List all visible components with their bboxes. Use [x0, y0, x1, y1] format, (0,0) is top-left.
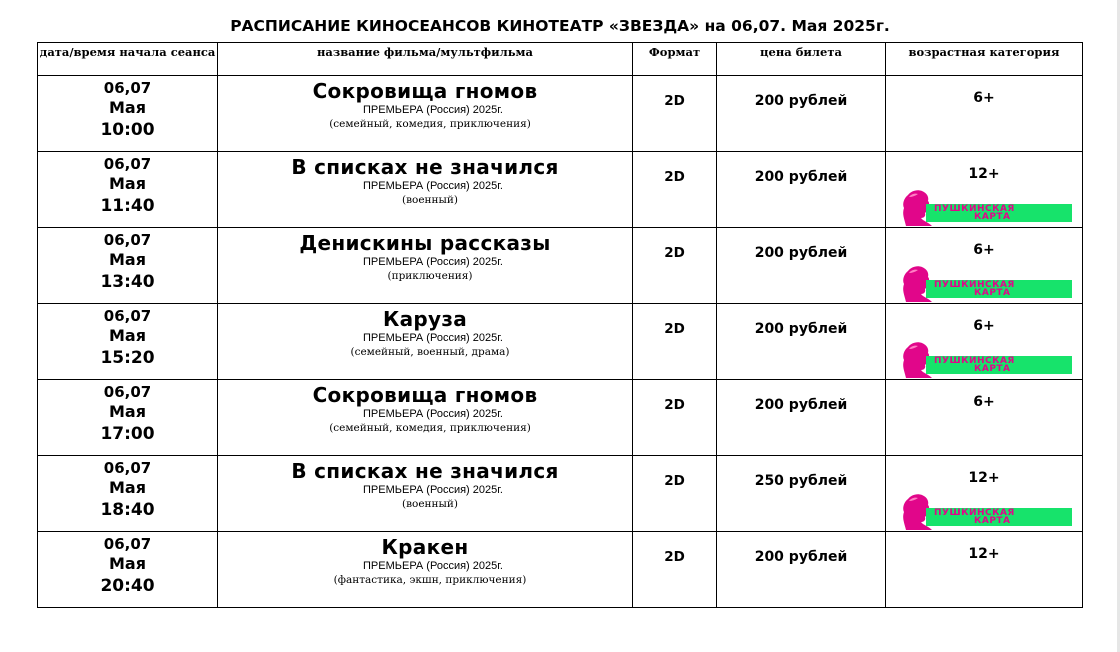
session-time: 18:40 — [100, 500, 155, 520]
format-cell — [633, 76, 717, 152]
film-title: В списках не значился — [291, 155, 559, 179]
age-cell — [886, 532, 1083, 608]
price-cell — [717, 228, 886, 304]
session-datetime-cell — [38, 456, 218, 532]
session-datetime-cell — [38, 304, 218, 380]
table-header-row — [38, 43, 1083, 76]
film-title: Сокровища гномов — [312, 383, 538, 407]
session-month: Мая — [109, 250, 146, 269]
format-cell — [633, 228, 717, 304]
film-cell — [218, 380, 633, 456]
session-time: 10:00 — [100, 120, 155, 140]
film-cell — [218, 304, 633, 380]
table-row — [38, 228, 1083, 304]
film-format: 2D — [664, 397, 685, 413]
ticket-price: 200 рублей — [754, 245, 848, 261]
ticket-price: 200 рублей — [754, 321, 848, 337]
ticket-price: 200 рублей — [754, 549, 848, 565]
format-cell — [633, 532, 717, 608]
film-genres: (фантастика, экшн, приключения) — [333, 574, 527, 586]
price-cell — [717, 76, 886, 152]
film-cell — [218, 532, 633, 608]
schedule-table — [37, 42, 1083, 608]
page-title: РАСПИСАНИЕ КИНОСЕАНСОВ КИНОТЕАТР «ЗВЕЗДА» на 06,07. Мая 2025г. — [230, 17, 890, 35]
film-title: Денискины рассказы — [299, 231, 551, 255]
film-format: 2D — [664, 549, 685, 565]
session-date: 06,07 — [103, 459, 152, 477]
price-cell — [717, 152, 886, 228]
pushkin-card-bar — [926, 204, 1072, 222]
table-row — [38, 532, 1083, 608]
session-datetime-cell — [38, 380, 218, 456]
film-genres: (военный) — [402, 194, 458, 206]
film-genres: (семейный, военный, драма) — [350, 346, 510, 358]
film-title: В списках не значился — [291, 459, 559, 483]
age-cell — [886, 152, 1083, 228]
film-format: 2D — [664, 321, 685, 337]
age-rating: 6+ — [973, 394, 995, 410]
film-premiere: ПРЕМЬЕРА (Россия) 2025г. — [363, 408, 503, 420]
session-datetime-cell — [38, 228, 218, 304]
age-cell — [886, 76, 1083, 152]
format-cell — [633, 304, 717, 380]
film-premiere: ПРЕМЬЕРА (Россия) 2025г. — [363, 332, 503, 344]
film-genres: (военный) — [402, 498, 458, 510]
header-film: название фильма/мультфильма — [218, 43, 633, 76]
age-cell — [886, 380, 1083, 456]
header-format: Формат — [633, 43, 717, 76]
pushkin-card-badge — [896, 188, 1074, 226]
table-row — [38, 76, 1083, 152]
session-month: Мая — [109, 174, 146, 193]
film-genres: (приключения) — [387, 270, 473, 282]
pushkin-card-bar — [926, 508, 1072, 526]
session-datetime-cell — [38, 152, 218, 228]
session-date: 06,07 — [103, 307, 152, 325]
header-datetime: дата/время начала сеанса — [38, 43, 218, 76]
age-cell — [886, 228, 1083, 304]
pushkin-card-label: ПУШКИНСКАЯ — [934, 204, 1015, 214]
age-rating: 12+ — [968, 546, 1000, 562]
ticket-price: 250 рублей — [754, 473, 848, 489]
age-rating: 12+ — [968, 470, 1000, 486]
format-cell — [633, 152, 717, 228]
film-genres: (семейный, комедия, приключения) — [329, 118, 531, 130]
film-cell — [218, 152, 633, 228]
film-genres: (семейный, комедия, приключения) — [329, 422, 531, 434]
session-time: 17:00 — [100, 424, 155, 444]
film-premiere: ПРЕМЬЕРА (Россия) 2025г. — [363, 256, 503, 268]
pushkin-card-badge — [896, 492, 1074, 530]
session-time: 15:20 — [100, 348, 155, 368]
session-datetime-cell — [38, 532, 218, 608]
session-date: 06,07 — [103, 155, 152, 173]
pushkin-card-badge — [896, 340, 1074, 378]
format-cell — [633, 380, 717, 456]
header-price: цена билета — [717, 43, 886, 76]
ticket-price: 200 рублей — [754, 169, 848, 185]
session-month: Мая — [109, 326, 146, 345]
session-time: 13:40 — [100, 272, 155, 292]
table-row — [38, 380, 1083, 456]
ticket-price: 200 рублей — [754, 397, 848, 413]
pushkin-card-sublabel: КАРТА — [974, 364, 1011, 374]
age-rating: 6+ — [973, 90, 995, 106]
session-date: 06,07 — [103, 231, 152, 249]
pushkin-card-label: ПУШКИНСКАЯ — [934, 356, 1015, 366]
film-title: Каруза — [382, 307, 468, 331]
ticket-price: 200 рублей — [754, 93, 848, 109]
film-format: 2D — [664, 245, 685, 261]
pushkin-card-bar — [926, 356, 1072, 374]
session-date: 06,07 — [103, 535, 152, 553]
film-premiere: ПРЕМЬЕРА (Россия) 2025г. — [363, 104, 503, 116]
price-cell — [717, 456, 886, 532]
table-row — [38, 152, 1083, 228]
price-cell — [717, 380, 886, 456]
age-cell — [886, 304, 1083, 380]
pushkin-card-sublabel: КАРТА — [974, 516, 1011, 526]
film-format: 2D — [664, 93, 685, 109]
film-format: 2D — [664, 169, 685, 185]
session-date: 06,07 — [103, 79, 152, 97]
table-row — [38, 456, 1083, 532]
film-premiere: ПРЕМЬЕРА (Россия) 2025г. — [363, 560, 503, 572]
session-date: 06,07 — [103, 383, 152, 401]
session-month: Мая — [109, 402, 146, 421]
age-rating: 12+ — [968, 166, 1000, 182]
session-month: Мая — [109, 98, 146, 117]
film-title: Кракен — [381, 535, 469, 559]
session-month: Мая — [109, 554, 146, 573]
pushkin-card-sublabel: КАРТА — [974, 212, 1011, 222]
pushkin-card-bar — [926, 280, 1072, 298]
film-cell — [218, 456, 633, 532]
session-time: 11:40 — [100, 196, 155, 216]
film-premiere: ПРЕМЬЕРА (Россия) 2025г. — [363, 484, 503, 496]
film-premiere: ПРЕМЬЕРА (Россия) 2025г. — [363, 180, 503, 192]
age-rating: 6+ — [973, 242, 995, 258]
film-cell — [218, 228, 633, 304]
age-rating: 6+ — [973, 318, 995, 334]
session-time: 20:40 — [100, 576, 155, 596]
header-age: возрастная категория — [886, 43, 1083, 76]
price-cell — [717, 532, 886, 608]
format-cell — [633, 456, 717, 532]
film-title: Сокровища гномов — [312, 79, 538, 103]
pushkin-card-label: ПУШКИНСКАЯ — [934, 280, 1015, 290]
film-format: 2D — [664, 473, 685, 489]
age-cell — [886, 456, 1083, 532]
pushkin-card-sublabel: КАРТА — [974, 288, 1011, 298]
pushkin-card-badge — [896, 264, 1074, 302]
price-cell — [717, 304, 886, 380]
session-month: Мая — [109, 478, 146, 497]
table-row — [38, 304, 1083, 380]
film-cell — [218, 76, 633, 152]
pushkin-card-label: ПУШКИНСКАЯ — [934, 508, 1015, 518]
session-datetime-cell — [38, 76, 218, 152]
